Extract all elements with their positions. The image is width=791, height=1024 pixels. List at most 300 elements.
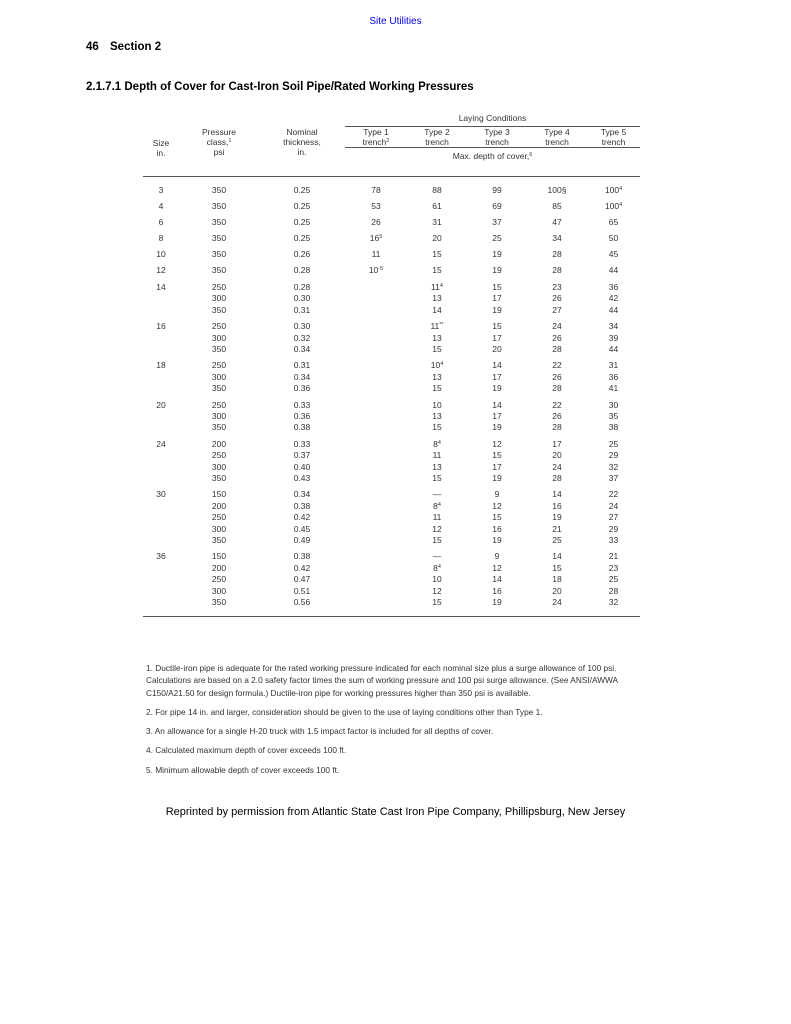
thickness-cell: 0.31 xyxy=(293,304,311,315)
type2-cell: $11^4$ xyxy=(431,281,443,292)
thickness-cell: 0.36 xyxy=(293,410,311,421)
size-cell: 12 xyxy=(156,265,166,276)
type5-cell: 65 xyxy=(608,217,619,228)
pressure-cell: 350 xyxy=(211,217,227,228)
type5-cell: 21 xyxy=(608,551,619,562)
type5-cell: 29 xyxy=(608,450,619,461)
depth-of-cover-table xyxy=(143,110,640,617)
type2-cell: — xyxy=(432,551,442,562)
thickness-header: Nominal thickness, in. xyxy=(283,126,321,157)
type4-cell: 28 xyxy=(552,472,562,483)
thickness-cell: 0.40 xyxy=(293,461,311,472)
type1-cell xyxy=(345,563,407,574)
pressure-cell: 350 xyxy=(179,597,259,617)
type2-cell: $10^4$ xyxy=(430,360,444,371)
thickness-cell: 0.34 xyxy=(293,371,311,382)
type2-cell: 10 xyxy=(432,574,442,585)
pressure-cell: 350 xyxy=(211,535,227,545)
size-cell xyxy=(143,462,179,473)
type1-cell xyxy=(345,535,407,546)
type1-cell xyxy=(345,333,407,344)
type5-cell: 22 xyxy=(608,489,619,500)
table-row xyxy=(143,395,640,411)
size-cell: 24 xyxy=(156,438,166,449)
type3-cell: 15 xyxy=(492,281,502,292)
type2-cell: 15 xyxy=(432,265,442,276)
type2-cell: 31 xyxy=(432,217,442,228)
type5-cell: 30 xyxy=(608,399,619,410)
type5-cell: 34 xyxy=(608,321,619,332)
type4-cell: 26 xyxy=(552,371,562,382)
type1-cell xyxy=(345,305,407,316)
size-cell xyxy=(143,293,179,304)
type2-cell: 15 xyxy=(432,472,442,483)
type3-cell: 14 xyxy=(492,399,502,410)
size-cell xyxy=(143,501,179,512)
size-cell xyxy=(143,422,179,433)
running-head[interactable]: Site Utilities xyxy=(369,16,422,27)
type4-cell: 34 xyxy=(552,233,562,244)
pressure-cell: 250 xyxy=(211,450,227,461)
type4-cell: 16 xyxy=(552,500,562,511)
type1-cell xyxy=(345,546,407,562)
pressure-cell: 250 xyxy=(211,574,227,585)
type3-cell: 19 xyxy=(492,422,502,433)
size-cell xyxy=(143,473,179,484)
size-cell: 16 xyxy=(156,321,166,332)
table-row xyxy=(143,333,640,344)
pressure-cell: 200 xyxy=(211,562,227,573)
table-row xyxy=(143,586,640,597)
type2-cell: 11 xyxy=(432,450,442,461)
type1-cell xyxy=(345,395,407,411)
type5-cell: 27 xyxy=(608,512,619,523)
pressure-cell: 300 xyxy=(211,293,227,304)
type2-cell: 15 xyxy=(432,535,442,545)
table-row xyxy=(143,355,640,371)
table-row xyxy=(143,261,640,277)
table-row xyxy=(143,535,640,546)
type2-cell: 88 xyxy=(432,185,442,195)
table-row xyxy=(143,450,640,461)
size-cell: 8 xyxy=(158,233,164,244)
type2-cell: 11 xyxy=(432,512,442,523)
type4-cell: 26 xyxy=(552,410,562,421)
type3-cell: 99 xyxy=(492,185,502,195)
table-row xyxy=(143,484,640,500)
type2-cell: 13 xyxy=(432,293,442,304)
pressure-cell: 250 xyxy=(211,360,227,371)
pressure-cell: 350 xyxy=(211,201,227,212)
type1-cell xyxy=(345,501,407,512)
size-header: Size in. xyxy=(152,137,170,158)
type5-cell: 45 xyxy=(608,249,619,260)
type1-cell xyxy=(345,372,407,383)
type5-cell: $100^4$ xyxy=(604,201,623,212)
type3-cell: 9 xyxy=(494,551,500,562)
size-cell xyxy=(143,333,179,344)
type5-cell: 32 xyxy=(608,461,619,472)
thickness-cell: 0.34 xyxy=(293,489,311,500)
type2-cell: $8^4$ xyxy=(433,500,441,511)
type4-cell: 27 xyxy=(552,304,562,315)
size-cell xyxy=(143,450,179,461)
type2-cell: 13 xyxy=(432,332,442,343)
table-row xyxy=(143,524,640,535)
pressure-cell: 300 xyxy=(211,332,227,343)
pressure-cell: 300 xyxy=(211,461,227,472)
type1-cell xyxy=(345,277,407,293)
table-row xyxy=(143,597,640,617)
type4-cell: 22 xyxy=(552,360,562,371)
thickness-cell: 0.30 xyxy=(293,321,311,332)
type3-cell: 16 xyxy=(492,523,502,534)
page-number: 46 xyxy=(86,41,99,53)
pressure-cell: 300 xyxy=(211,410,227,421)
type1-cell xyxy=(345,597,407,617)
thickness-cell: 0.30 xyxy=(293,293,311,304)
type4-cell: 20 xyxy=(552,585,562,596)
type3-cell: 16 xyxy=(492,585,502,596)
thickness-cell: 0.28 xyxy=(293,281,311,292)
pressure-cell: 250 xyxy=(211,512,227,523)
type1-cell xyxy=(345,383,407,394)
pressure-cell: 350 xyxy=(211,185,227,195)
type1-cell: $16^5$ xyxy=(369,233,383,244)
type4-cell: 24 xyxy=(552,321,562,332)
max-depth-header: Max. depth of cover,$^6$ xyxy=(345,148,640,165)
size-cell: 14 xyxy=(156,281,166,292)
footnote: 2. For pipe 14 in. and larger, consideration should be given to the use of laying conditions other than Type 1. xyxy=(146,706,543,717)
type3-cell: 20 xyxy=(492,343,502,354)
type3-cell: 15 xyxy=(492,512,502,523)
type3-header: Type 3 trench xyxy=(484,127,510,147)
type3-cell: 19 xyxy=(492,383,502,394)
type3-cell: 19 xyxy=(467,597,527,617)
type4-cell: 17 xyxy=(552,438,562,449)
size-cell xyxy=(143,574,179,585)
type1-header: Type 1 trench$^2$ xyxy=(362,127,390,147)
type4-cell: 24 xyxy=(552,461,562,472)
table-row xyxy=(143,372,640,383)
type2-cell: 61 xyxy=(432,201,442,212)
footnote: 5. Minimum allowable depth of cover exceeds 100 ft. xyxy=(146,764,340,775)
thickness-cell: 0.25 xyxy=(293,201,311,212)
type5-cell: 42 xyxy=(608,293,619,304)
pressure-cell: 350 xyxy=(211,265,227,276)
type1-cell xyxy=(345,355,407,371)
type5-cell: 44 xyxy=(608,304,619,315)
type2-cell: 12 xyxy=(432,523,442,534)
type5-cell: 24 xyxy=(608,500,619,511)
thickness-cell: 0.45 xyxy=(293,523,311,534)
pressure-cell: 350 xyxy=(211,383,227,394)
type4-cell: 28 xyxy=(552,343,562,354)
thickness-cell: 0.34 xyxy=(293,343,311,354)
table-row xyxy=(143,213,640,229)
type1-cell xyxy=(345,434,407,450)
reprint-credit: Reprinted by permission from Atlantic State Cast Iron Pipe Company, Phillipsburg, New Jersey xyxy=(165,806,626,818)
size-cell: 18 xyxy=(156,360,166,371)
type5-cell: 38 xyxy=(608,422,619,433)
type2-cell: — xyxy=(432,489,442,500)
size-cell: 6 xyxy=(158,217,164,228)
footnote: 1. Ductile-iron pipe is adequate for the rated working pressure indicated for each nominal size plus a surge allowance of 100 psi. Calculations are based on a 2.0 safety factor times the sum of working pressure and 100 psi surge allowance. (See ANSI/AWWA C150/A21.50 for design formula.) Ductile-iron pipe for working pressures higher than 350 psi is available. xyxy=(146,663,618,698)
size-cell: 36 xyxy=(156,551,166,562)
type5-cell: 35 xyxy=(608,410,619,421)
pressure-cell: 350 xyxy=(211,233,227,244)
table-row xyxy=(143,546,640,562)
type1-cell: 53 xyxy=(371,201,381,212)
table-row xyxy=(143,501,640,512)
type1-cell xyxy=(345,512,407,523)
table-row xyxy=(143,574,640,585)
type2-cell: 14 xyxy=(432,304,442,315)
pressure-cell: 200 xyxy=(211,500,227,511)
type5-cell: 39 xyxy=(608,332,619,343)
thickness-cell: 0.37 xyxy=(293,450,311,461)
thickness-cell: 0.25 xyxy=(293,233,311,244)
type1-cell xyxy=(345,462,407,473)
size-cell xyxy=(143,344,179,355)
thickness-cell: 0.43 xyxy=(293,472,311,483)
type2-cell: 15 xyxy=(432,249,442,260)
type4-cell: 26 xyxy=(552,332,562,343)
type3-cell: 19 xyxy=(492,472,502,483)
table-row xyxy=(143,177,640,197)
type3-cell: 17 xyxy=(492,410,502,421)
thickness-cell: 0.25 xyxy=(293,217,311,228)
table-row xyxy=(143,305,640,316)
table-row xyxy=(143,229,640,245)
type4-cell: 28 xyxy=(552,249,562,260)
type2-cell: 15 xyxy=(407,597,467,617)
type5-cell: 36 xyxy=(608,371,619,382)
pressure-cell: 350 xyxy=(211,304,227,315)
type2-cell: $8^4$ xyxy=(433,562,441,573)
type4-cell: 25 xyxy=(552,535,562,545)
pressure-cell: 250 xyxy=(211,321,227,332)
type1-cell xyxy=(345,293,407,304)
type5-cell: 23 xyxy=(608,562,619,573)
type3-cell: 15 xyxy=(492,450,502,461)
type3-cell: 9 xyxy=(494,489,500,500)
thickness-cell: 0.31 xyxy=(293,360,311,371)
thickness-cell: 0.56 xyxy=(259,597,345,617)
type3-cell: 17 xyxy=(492,293,502,304)
type3-cell: 17 xyxy=(492,371,502,382)
pressure-cell: 350 xyxy=(211,422,227,433)
size-cell: 10 xyxy=(156,249,166,260)
table-row xyxy=(143,512,640,523)
table-row xyxy=(143,563,640,574)
thickness-cell: 0.33 xyxy=(293,399,311,410)
table-row xyxy=(143,411,640,422)
type3-cell: 19 xyxy=(492,265,502,276)
type2-cell: 11** xyxy=(430,321,444,332)
size-cell xyxy=(143,535,179,546)
thickness-cell: 0.38 xyxy=(293,500,311,511)
pressure-cell: 250 xyxy=(211,399,227,410)
type4-cell: 28 xyxy=(552,383,562,394)
laying-conditions-header: Laying Conditions xyxy=(345,110,640,127)
table-row xyxy=(143,462,640,473)
type2-cell: 12 xyxy=(432,585,442,596)
type4-cell: 24 xyxy=(527,597,587,617)
pressure-cell: 150 xyxy=(211,551,227,562)
type4-cell: 28 xyxy=(552,265,562,276)
table-row xyxy=(143,293,640,304)
table-row xyxy=(143,473,640,484)
type3-cell: 19 xyxy=(492,249,502,260)
type5-cell: 36 xyxy=(608,281,619,292)
footnote: 3. An allowance for a single H-20 truck with 1.5 impact factor is included for all depths of cover. xyxy=(146,726,494,737)
size-cell xyxy=(143,372,179,383)
size-cell xyxy=(143,383,179,394)
pressure-cell: 300 xyxy=(211,371,227,382)
type3-cell: 17 xyxy=(492,332,502,343)
footnote: 4. Calculated maximum depth of cover exceeds 100 ft. xyxy=(146,745,347,756)
pressure-cell: 250 xyxy=(211,281,227,292)
type3-cell: 12 xyxy=(492,562,502,573)
type1-cell: $10^{-5}$ xyxy=(368,265,384,276)
type5-cell: 32 xyxy=(587,597,640,617)
table-row xyxy=(143,245,640,261)
table-row xyxy=(143,344,640,355)
thickness-cell: 0.47 xyxy=(293,574,311,585)
type5-cell: 44 xyxy=(608,343,619,354)
thickness-cell: 0.49 xyxy=(293,535,311,545)
size-cell xyxy=(143,411,179,422)
type1-cell xyxy=(345,473,407,484)
table-row xyxy=(143,422,640,433)
type3-cell: 12 xyxy=(492,438,502,449)
type3-cell: 19 xyxy=(492,535,502,545)
size-cell xyxy=(143,597,179,617)
type1-cell xyxy=(345,450,407,461)
type3-cell: 14 xyxy=(492,574,502,585)
thickness-cell: 0.42 xyxy=(293,562,311,573)
type1-cell xyxy=(345,586,407,597)
thickness-cell: 0.25 xyxy=(293,185,311,195)
type2-cell: 13 xyxy=(432,371,442,382)
type3-cell: 15 xyxy=(492,321,502,332)
type5-cell: 33 xyxy=(608,535,619,545)
page-header xyxy=(86,41,161,53)
pressure-cell: 200 xyxy=(211,438,227,449)
pressure-cell: 150 xyxy=(211,489,227,500)
type2-cell: 20 xyxy=(432,233,442,244)
type3-cell: 14 xyxy=(492,360,502,371)
pressure-cell: 350 xyxy=(211,249,227,260)
type5-cell: 25 xyxy=(608,438,619,449)
thickness-cell: 0.32 xyxy=(293,332,311,343)
size-cell xyxy=(143,524,179,535)
type2-cell: 10 xyxy=(432,399,442,410)
type3-cell: 12 xyxy=(492,500,502,511)
size-cell: 20 xyxy=(156,399,166,410)
type4-cell: 21 xyxy=(552,523,562,534)
type5-cell: $100^4$ xyxy=(604,185,623,195)
type1-cell: 78 xyxy=(371,185,381,195)
table-row xyxy=(143,383,640,394)
type4-cell: 47 xyxy=(552,217,562,228)
type4-cell: 19 xyxy=(552,512,562,523)
thickness-cell: 0.42 xyxy=(293,512,311,523)
type4-cell: 15 xyxy=(552,562,562,573)
table-row xyxy=(143,434,640,450)
type3-cell: 69 xyxy=(492,201,502,212)
table-body xyxy=(143,177,640,617)
pressure-cell: 350 xyxy=(211,472,227,483)
type5-cell: 41 xyxy=(608,383,619,394)
type3-cell: 37 xyxy=(492,217,502,228)
footnotes xyxy=(146,662,642,783)
thickness-cell: 0.36 xyxy=(293,383,311,394)
thickness-cell: 0.51 xyxy=(293,585,311,596)
pressure-cell: 350 xyxy=(211,343,227,354)
type4-header: Type 4 trench xyxy=(544,127,570,147)
type1-cell xyxy=(345,422,407,433)
section-label: Section 2 xyxy=(110,41,162,53)
type1-cell xyxy=(345,344,407,355)
type5-cell: 29 xyxy=(608,523,619,534)
table-row xyxy=(143,316,640,332)
type5-cell: 25 xyxy=(608,574,619,585)
type4-cell: 26 xyxy=(552,293,562,304)
size-cell: 3 xyxy=(158,185,164,195)
size-cell: 4 xyxy=(158,201,164,212)
type5-cell: 50 xyxy=(608,233,619,244)
type5-cell: 28 xyxy=(608,585,619,596)
type3-cell: 19 xyxy=(492,304,502,315)
pressure-cell: 300 xyxy=(211,585,227,596)
type4-cell: 85 xyxy=(552,201,562,212)
type4-cell: 14 xyxy=(552,551,562,562)
type1-cell xyxy=(345,574,407,585)
size-cell xyxy=(143,305,179,316)
thickness-cell: 0.33 xyxy=(293,438,311,449)
type1-cell xyxy=(345,411,407,422)
type4-cell: 23 xyxy=(552,281,562,292)
size-cell: 30 xyxy=(156,489,166,500)
thickness-cell: 0.26 xyxy=(293,249,311,260)
thickness-cell: 0.38 xyxy=(293,422,311,433)
type5-cell: 44 xyxy=(608,265,619,276)
type4-cell: 22 xyxy=(552,399,562,410)
type1-cell: 11 xyxy=(371,249,381,260)
thickness-cell: 0.38 xyxy=(293,551,311,562)
type2-cell: 13 xyxy=(432,410,442,421)
type4-cell: 28 xyxy=(552,422,562,433)
pressure-header: Pressure class,$^1$ psi xyxy=(201,126,236,157)
type1-cell: 26 xyxy=(371,217,381,228)
type5-cell: 37 xyxy=(608,472,619,483)
size-cell xyxy=(143,563,179,574)
type5-cell: 31 xyxy=(608,360,619,371)
type1-cell xyxy=(345,316,407,332)
type2-cell: 13 xyxy=(432,461,442,472)
section-title: 2.1.7.1 Depth of Cover for Cast-Iron Soil Pipe/Rated Working Pressures xyxy=(86,81,474,93)
table-row xyxy=(143,196,640,212)
type1-cell xyxy=(345,484,407,500)
type2-cell: 15 xyxy=(432,422,442,433)
type2-header: Type 2 trench xyxy=(424,127,450,147)
type3-cell: 25 xyxy=(492,233,502,244)
type1-cell xyxy=(345,524,407,535)
thickness-cell: 0.28 xyxy=(293,265,311,276)
type4-cell: 14 xyxy=(552,489,562,500)
